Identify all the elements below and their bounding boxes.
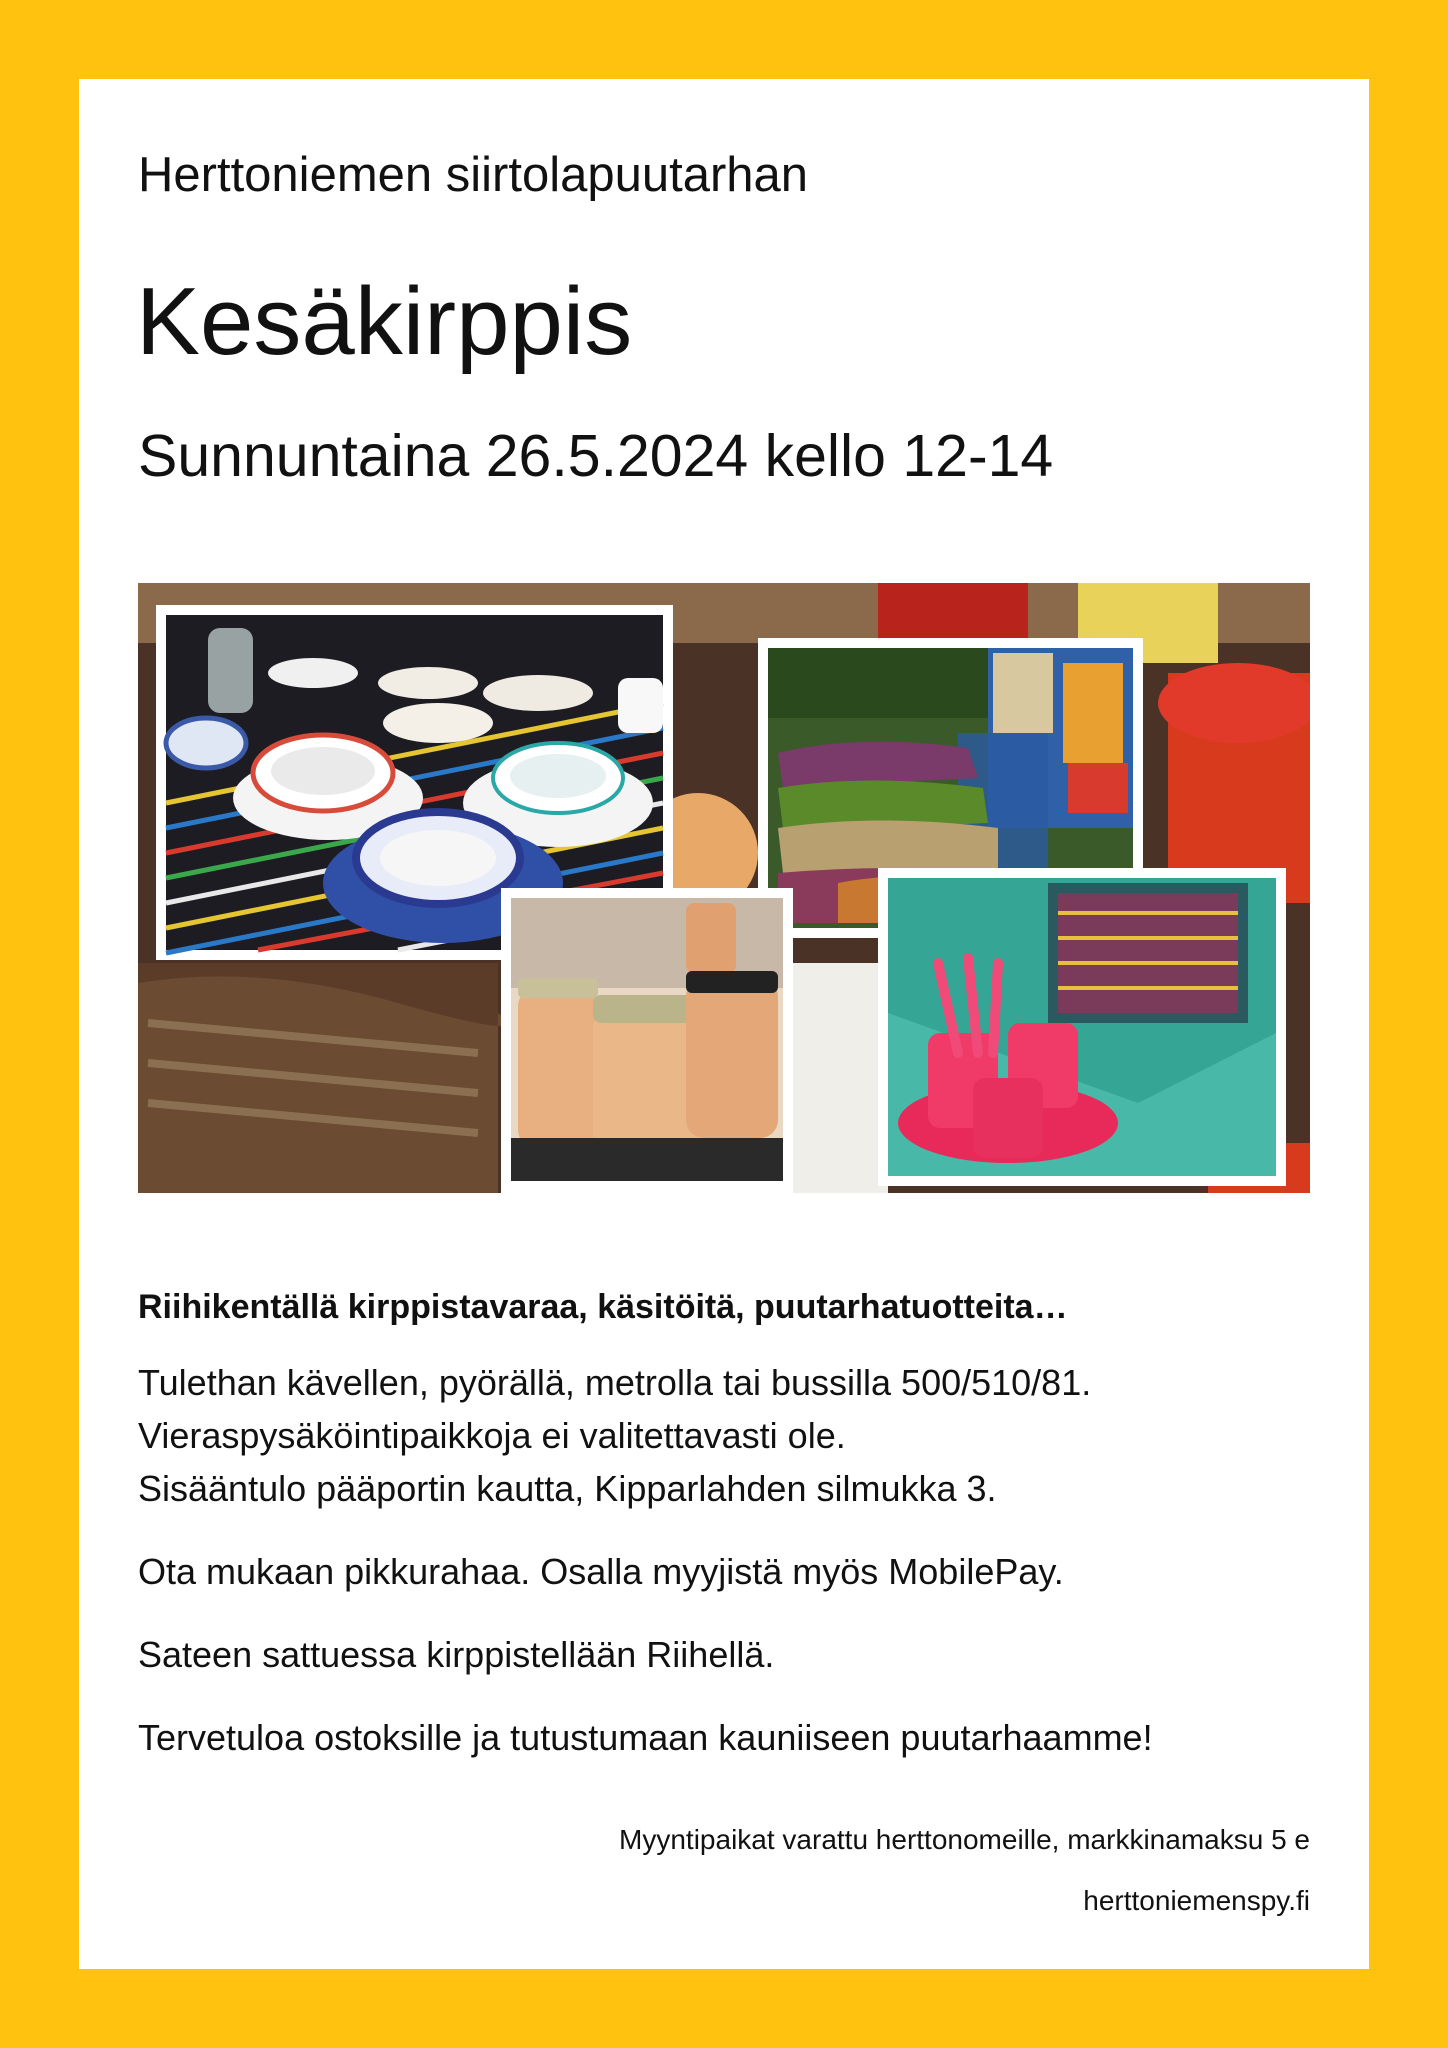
event-lead: Riihikentällä kirppistavaraa, käsitöitä, puutarhatuotteita… bbox=[138, 1288, 1068, 1326]
directions-line: Tulethan kävellen, pyörällä, metrolla tai bussilla 500/510/81. bbox=[138, 1361, 1092, 1403]
poster-title: Kesäkirppis bbox=[136, 268, 633, 375]
jam-jars-photo bbox=[501, 888, 793, 1193]
pink-cups-photo bbox=[878, 868, 1286, 1186]
poster-subtitle: Herttoniemen siirtolapuutarhan bbox=[138, 148, 809, 202]
poster-page bbox=[79, 79, 1369, 1969]
directions-line: Vieraspysäköintipaikkoja ei valitettavasti ole. bbox=[138, 1414, 846, 1456]
photo-collage bbox=[138, 583, 1310, 1193]
payment-paragraph: Ota mukaan pikkurahaa. Osalla myyjistä myös MobilePay. bbox=[138, 1550, 1064, 1592]
directions-paragraph bbox=[138, 1356, 1318, 1515]
welcome-paragraph: Tervetuloa ostoksille ja tutustumaan kauniiseen puutarhaamme! bbox=[138, 1716, 1153, 1758]
rain-paragraph: Sateen sattuessa kirppistellään Riihellä. bbox=[138, 1633, 775, 1675]
website-link[interactable]: herttoniemenspy.fi bbox=[1083, 1885, 1310, 1916]
event-date: Sunnuntaina 26.5.2024 kello 12-14 bbox=[138, 423, 1054, 489]
event-info bbox=[138, 1287, 1318, 1794]
directions-line: Sisääntulo pääportin kautta, Kipparlahden silmukka 3. bbox=[138, 1467, 997, 1509]
footer-note: Myyntipaikat varattu herttonomeille, markkinamaksu 5 e bbox=[619, 1824, 1310, 1855]
